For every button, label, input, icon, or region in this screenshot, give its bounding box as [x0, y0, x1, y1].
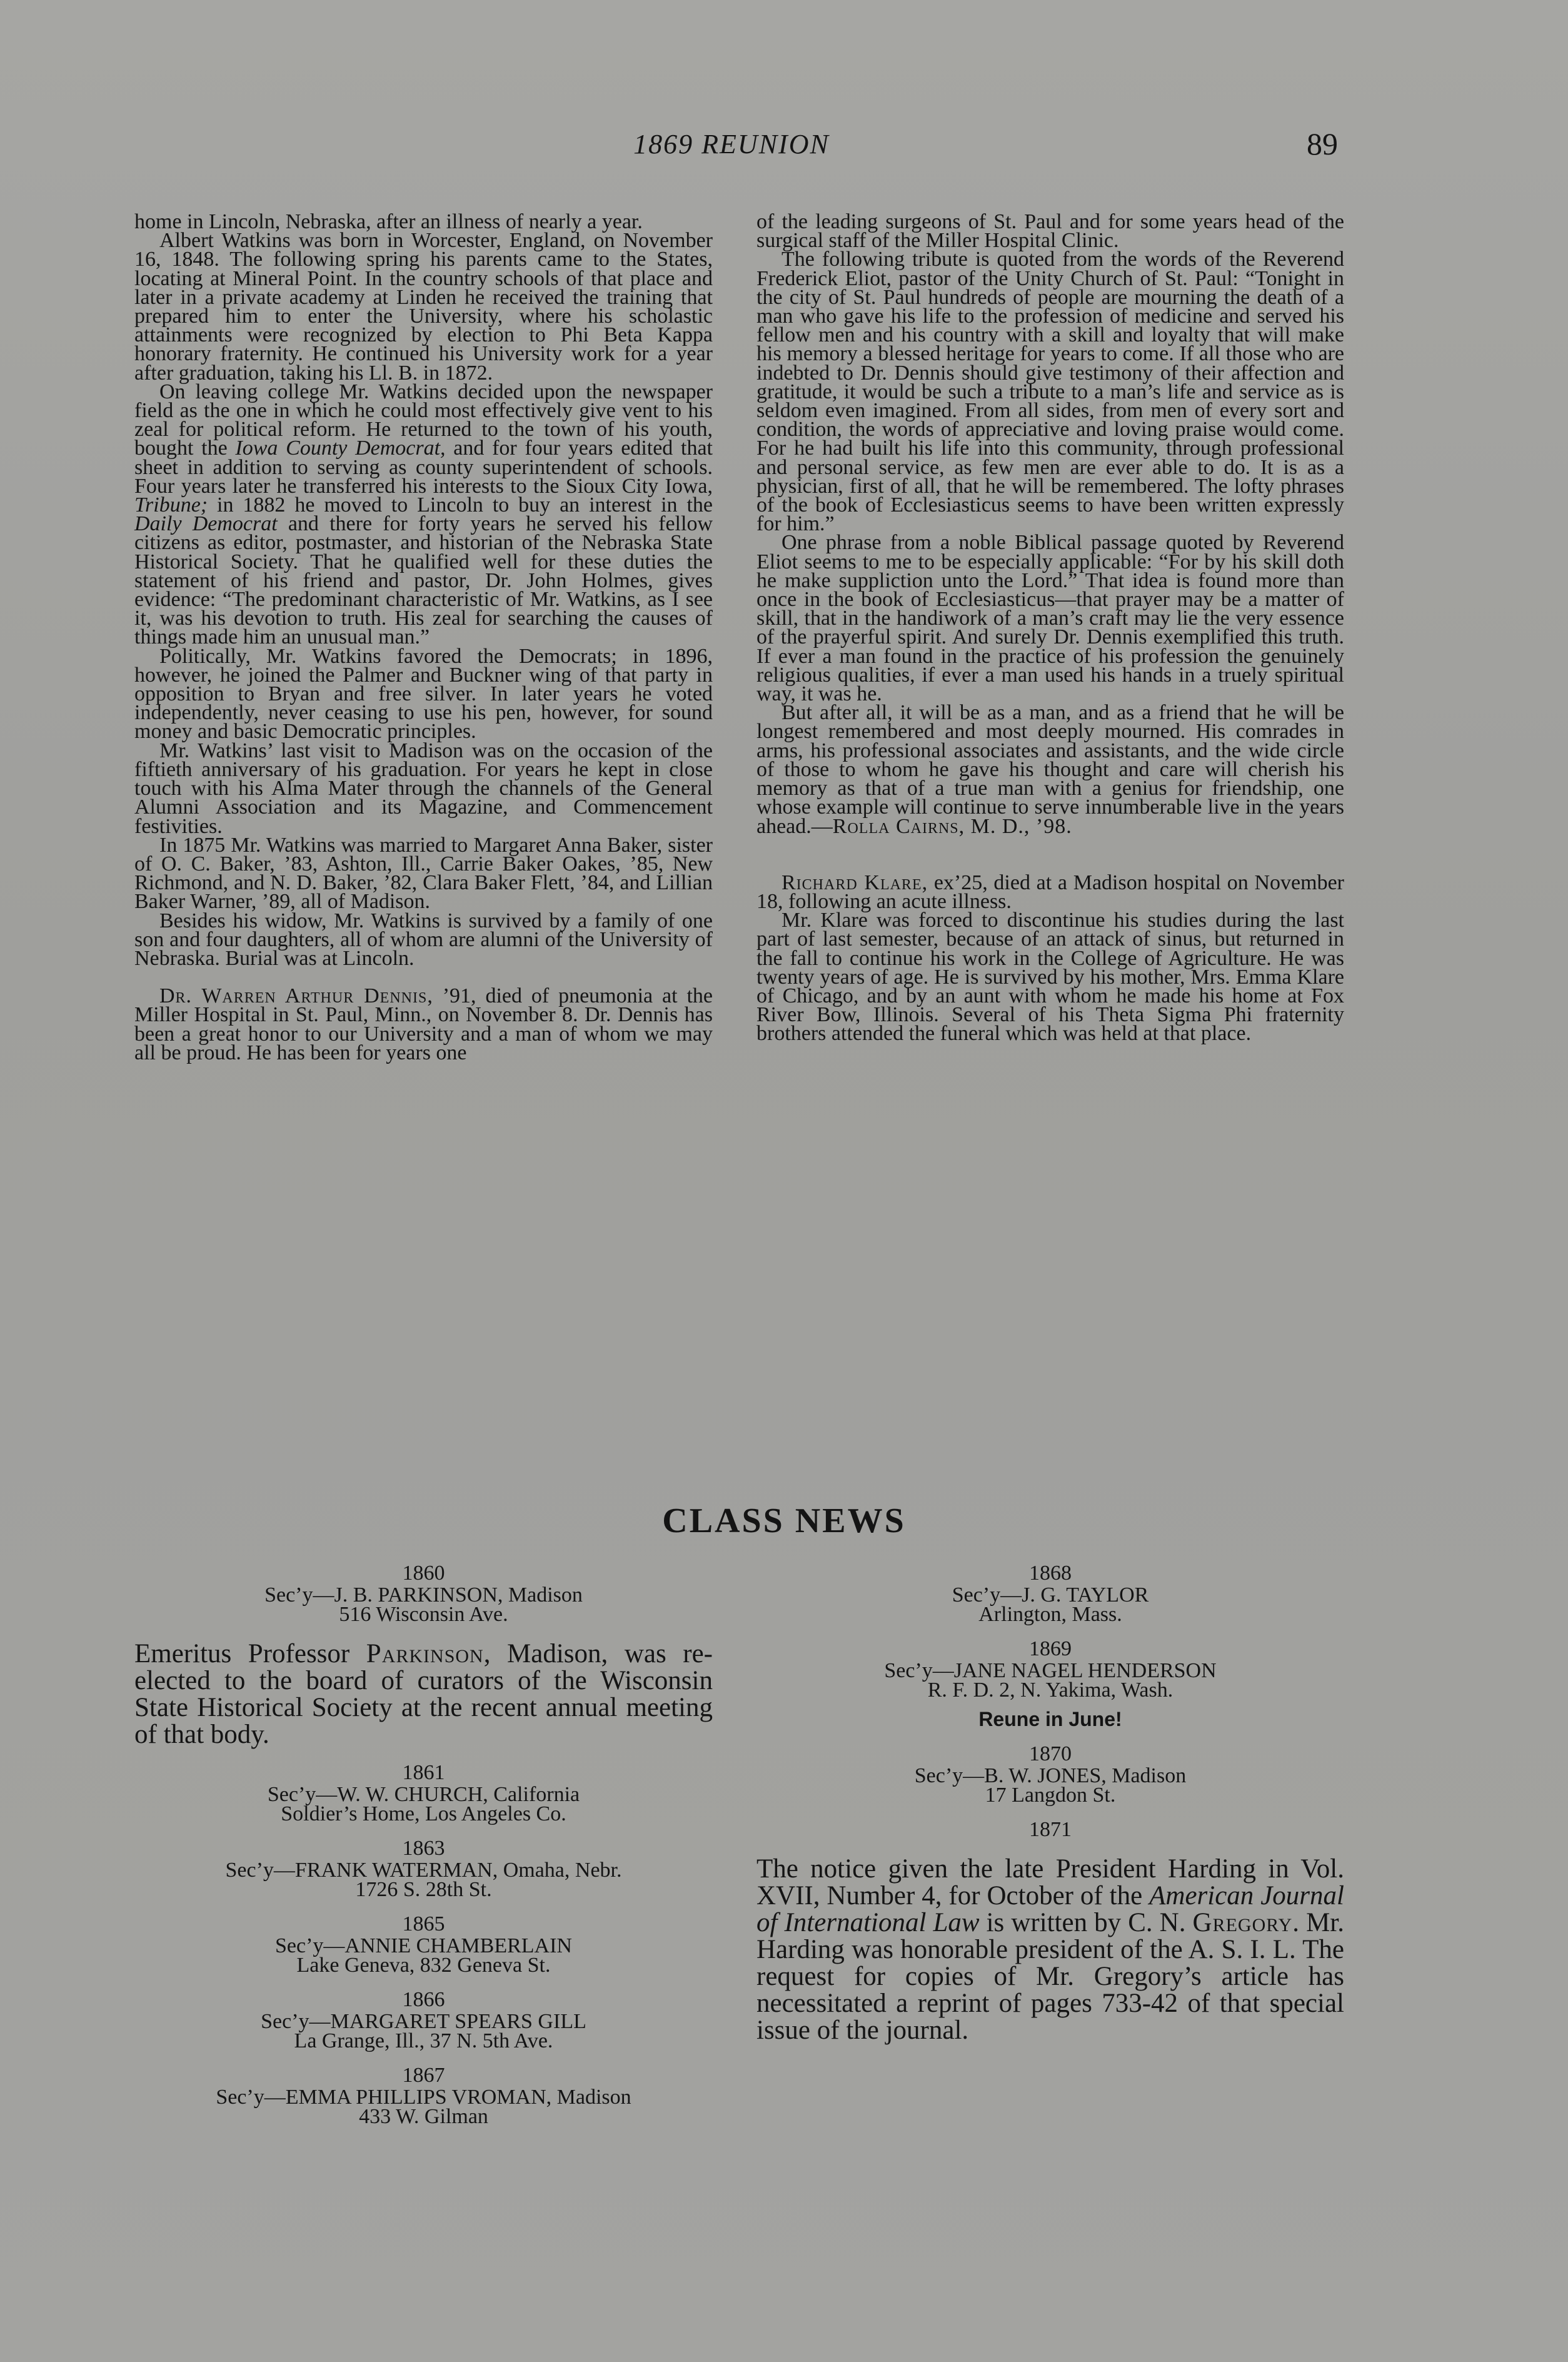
reunion-callout: Reune in June! — [978, 1708, 1122, 1730]
secretary-address: Lake Geneva, 832 Geneva St. — [296, 1954, 551, 1977]
class-entry-1860 — [134, 1563, 713, 1748]
secretary: Sec’y—ANNIE CHAMBERLAIN — [274, 1934, 572, 1957]
secretary-address: R. F. D. 2, N. Yakima, Wash. — [927, 1678, 1173, 1702]
class-entry-1867 — [134, 2066, 713, 2126]
class-year: 1869 — [1029, 1637, 1072, 1660]
paragraph: But after all, it will be as a man, and as a friend that he will be longest remembered and most deeply mourned. His comrades in arms, his professional associates and assistants, and the wide circle of those to whom he gave his thought and care will cherish his memory as that of a true man with a genius for friendship, one whose example will continue to serve innumberable live in the years ahead.—Rolla Cairns, M. D., ’98. — [756, 701, 1344, 838]
secretary-address: La Grange, Ill., 37 N. 5th Ave. — [294, 2029, 553, 2052]
class-year: 1870 — [1029, 1742, 1072, 1765]
class-note: The notice given the late President Harding in Vol. XVII, Number 4, for October of the American Journal of International Law is written by C. N. Gregory. Mr. Harding was honorable president of the A. S. I. L. The request for copies of Mr. Gregory’s article has necessitated a reprint of pages 733-42 of that special issue of the journal. — [756, 1854, 1345, 2045]
class-news-right-column — [756, 1563, 1344, 2059]
class-note: Emeritus Professor Parkinson, Madison, was re-elected to the board of curators of the Wisconsin State Historical Society at the recent annual meeting of that body. — [134, 1639, 713, 1749]
class-year: 1861 — [402, 1761, 445, 1784]
obituary-name: Dr. Warren Arthur Dennis, — [159, 984, 433, 1008]
secretary: Sec’y—EMMA PHILLIPS VROMAN, Madison — [216, 2086, 631, 2109]
page-number: 89 — [1307, 126, 1338, 161]
class-year: 1871 — [1029, 1818, 1072, 1841]
class-news-left-column — [134, 1563, 713, 2141]
class-entry-1870 — [756, 1744, 1344, 1805]
secretary-address: Soldier’s Home, Los Angeles Co. — [281, 1802, 566, 1825]
paragraph: Politically, Mr. Watkins favored the Democrats; in 1896, however, he joined the Palmer and Buckner wing of that party in opposition to Bryan and free silver. In later years he voted independently, never ceasing to use his pen, however, for sound money and basic Democratic principles. — [134, 644, 713, 744]
publication-name: Iowa County Democrat, — [235, 437, 446, 460]
secretary-address: 516 Wisconsin Ave. — [339, 1603, 508, 1626]
signature: Rolla Cairns, M. D., ’98. — [832, 814, 1072, 838]
paragraph: Mr. Klare was forced to discontinue his studies during the last part of last semester, because of an attack of sinus, but returned in the fall to continue his work in the College of Agriculture. He was twenty years of age. He is survived by his mother, Mrs. Emma Klare of Chicago, and by an aunt with whom he made his home at Fox River Bow, Illinois. Several of his Theta Sigma Phi fraternity brothers attended the funeral which was held at that place. — [756, 909, 1344, 1046]
paragraph: On leaving college Mr. Watkins decided upon the newspaper field as the one in which he could most effectively give vent to his zeal for political reform. He returned to the town of his youth, bought the Iowa County Democrat, and for four years edited that sheet in addition to serving as county superintendent of schools. Four years later he transferred his interests to the Sioux City Iowa, Tribune; in 1882 he moved to Lincoln to buy an interest in the Daily Democrat and there for forty years he served his fellow citizens as editor, postmaster, and historian of the Nebraska State Historical Society. That he qualified well for these duties the statement of his friend and pastor, Dr. John Holmes, gives evidence: “The predominant characteristic of Mr. Watkins, as I see it, was his devotion to truth. His zeal for searching the causes of things made him an unusual man.” — [134, 380, 713, 649]
left-column-obituaries — [134, 210, 713, 1064]
secretary-address: 433 W. Gilman — [359, 2105, 488, 2128]
class-year: 1863 — [402, 1837, 445, 1860]
class-entry-1869 — [756, 1639, 1344, 1729]
running-header — [0, 128, 1568, 172]
paragraph: One phrase from a noble Biblical passage quoted by Reverend Eliot seems to me to be especially applicable: “For by his skill doth he make suppliction unto the Lord.” That idea is found more than once in the book of Ecclesiasticus—that prayer may be a matter of skill, that in the handiwork of a man’s craft may lie the very essence of the prayerful spirit. And surely Dr. Dennis exemplified this truth. If ever a man found in the practice of his profession the genuinely religious qualities, if ever a man used his hands in a truely spiritual way, it was he. — [756, 531, 1344, 706]
class-entry-1863 — [134, 1839, 713, 1899]
secretary: Sec’y—FRANK WATERMAN, Omaha, Nebr. — [225, 1859, 622, 1882]
paragraph: The following tribute is quoted from the words of the Reverend Frederick Eliot, pastor of the Unity Church of St. Paul: “Tonight in the city of St. Paul hundreds of people are mourning the death of a man who gave his life to the profession of medicine and served his fellow men and his country with a skill and loyalty that will make his memory a blessed heritage for years to come. If all those who are indebted to Dr. Dennis should give testimony of their affection and gratitude, it would be such a tribute to a man’s life and service as is seldom even imagined. From all sides, from men of every sort and condition, the words of appreciative and loving praise would come. For he had built his life into this community, through professional and personal service, as few men are ever able to do. It is as a physician, first of all, that he will be remembered. The lofty phrases of the book of Ecclesiasticus seems to have been written expressly for him.” — [756, 248, 1344, 536]
class-year: 1860 — [402, 1562, 445, 1585]
class-year: 1865 — [402, 1912, 445, 1936]
secretary-address: Arlington, Mass. — [978, 1603, 1122, 1626]
running-title: 1869 REUNION — [633, 129, 830, 159]
publication-name: American Journal of International Law — [756, 1881, 1344, 1937]
secretary: Sec’y—B. W. JONES, Madison — [914, 1764, 1187, 1787]
obituary-name: Richard Klare, — [781, 871, 928, 894]
right-column-obituaries — [756, 210, 1344, 1046]
class-entry-1871 — [756, 1820, 1344, 2044]
class-year: 1867 — [402, 2064, 445, 2087]
class-year: 1866 — [402, 1988, 445, 2011]
class-year: 1868 — [1029, 1562, 1072, 1585]
publication-name: Daily Democrat — [134, 512, 278, 536]
paragraph: Albert Watkins was born in Worcester, England, on November 16, 1848. The following spring his parents came to the States, locating at Mineral Point. In the country schools of that place and later in a private academy at Linden he received the training that prepared him to enter the University, where his scholastic attainments were recognized by election to Phi Beta Kappa honorary fraternity. He continued his University work for a year after graduation, taking his Ll. B. in 1872. — [134, 229, 713, 385]
secretary: Sec’y—MARGARET SPEARS GILL — [261, 2010, 586, 2033]
paragraph: Besides his widow, Mr. Watkins is survived by a family of one son and four daughters, all of whom are alumni of the University of Nebraska. Burial was at Lincoln. — [134, 909, 713, 970]
paragraph: Dr. Warren Arthur Dennis, ’91, died of pneumonia at the Miller Hospital in St. Paul, Minn., on November 8. Dr. Dennis has been a great honor to our University and a man of whom we may all be proud. He has been for years one — [134, 984, 713, 1064]
class-entry-1865 — [134, 1914, 713, 1975]
class-entry-1861 — [134, 1763, 713, 1824]
class-entry-1868 — [756, 1563, 1344, 1624]
paragraph: home in Lincoln, Nebraska, after an illness of nearly a year. — [134, 210, 643, 233]
class-entry-1866 — [134, 1990, 713, 2051]
section-heading: CLASS NEWS — [662, 1501, 906, 1540]
publication-name: Tribune; — [134, 493, 208, 517]
secretary: Sec’y—J. G. TAYLOR — [952, 1583, 1149, 1607]
secretary-address: 1726 S. 28th St. — [355, 1878, 492, 1901]
paragraph: of the leading surgeons of St. Paul and for some years head of the surgical staff of the Miller Hospital Clinic. — [756, 210, 1344, 253]
paragraph: In 1875 Mr. Watkins was married to Margaret Anna Baker, sister of O. C. Baker, ’83, Ashton, Ill., Carrie Baker Oakes, ’85, New Richmond, and N. D. Baker, ’82, Clara Baker Flett, ’84, and Lillian Baker Warner, ’89, all of Madison. — [134, 833, 713, 914]
paragraph: Richard Klare, ex’25, died at a Madison hospital on November 18, following an acute illness. — [756, 871, 1344, 913]
secretary: Sec’y—W. W. CHURCH, California — [267, 1783, 580, 1806]
secretary-address: 17 Langdon St. — [985, 1784, 1116, 1807]
secretary: Sec’y—JANE NAGEL HENDERSON — [884, 1659, 1217, 1682]
paragraph: Mr. Watkins’ last visit to Madison was on the occasion of the fiftieth anniversary of his graduation. For years he kept in close touch with his Alma Mater through the channels of the General Alumni Association and its Magazine, and Commencement festivities. — [134, 739, 713, 838]
secretary: Sec’y—J. B. PARKINSON, Madison — [264, 1583, 583, 1607]
